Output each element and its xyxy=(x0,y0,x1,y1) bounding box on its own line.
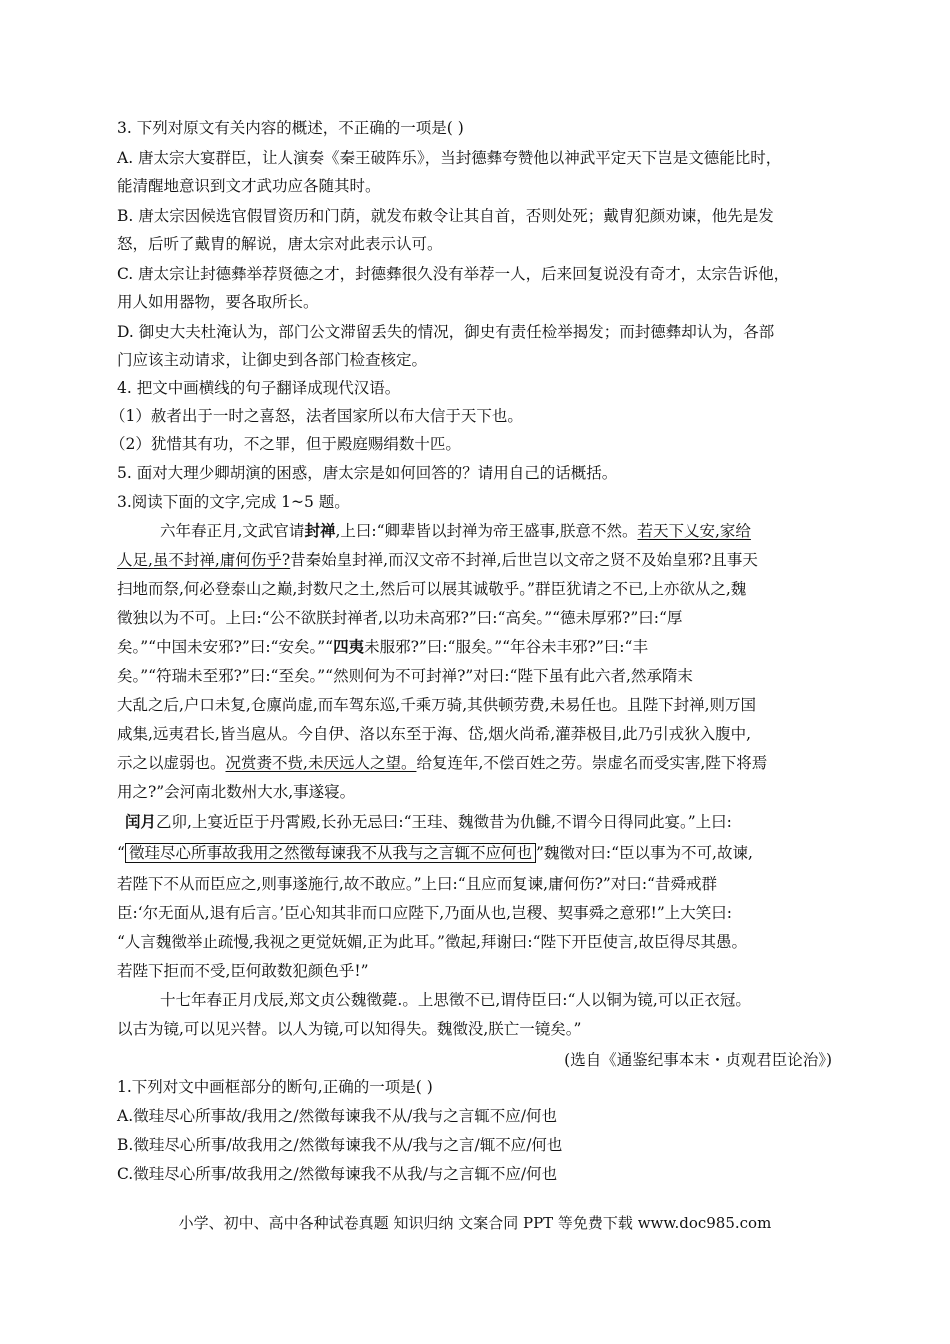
boxed-passage: 徵珪尽心所事故我用之然徵每谏我不从我与之言辄不应何也 xyxy=(125,843,536,863)
q3-option-d-line1: D. 御史大夫杜淹认为，部门公文滞留丢失的情况，御史有责任检举揭发；而封德彝却认为，各部 xyxy=(117,323,775,341)
passage-p2-line3: 若陛下不从而臣应之,则事遂施行,故不敢应。”上曰:“且应而复谏,庸何伤?”对曰:“昔舜戒群 xyxy=(117,875,717,893)
q1-option-b: B.徵珪尽心所事/故我用之/然徵每谏我不从/我与之言/辄不应/何也 xyxy=(117,1136,563,1154)
passage-p3-line2: 以古为镜,可以见兴替。以人为镜,可以知得失。魏徵没,朕亡一镜矣。” xyxy=(117,1020,582,1038)
passage-p3-line1: 十七年春正月戊辰,郑文贞公魏徵薨.。上思徵不已,谓侍臣曰:“人以铜为镜,可以正衣冠。 xyxy=(160,991,751,1009)
passage-p1-line2: 人足,虽不封禅,庸何伤乎?昔秦始皇封禅,而汉文帝不封禅,后世岂以文帝之贤不及始皇邪?且事天 xyxy=(117,551,758,569)
passage-p1-line4: 徵独以为不可。上曰:“公不欲朕封禅者,以功未高邪?”曰:“高矣。”“德未厚邪?”曰:“厚 xyxy=(117,609,683,627)
q3-option-a-line1: A. 唐太宗大宴群臣，让人演奏《秦王破阵乐》，当封德彝夸赞他以神武平定天下岂是文德能比时， xyxy=(117,149,782,167)
q3-option-b-line1: B. 唐太宗因候选官假冒资历和门荫，就发布敕令让其自首，否则处死；戴胄犯颜劝谏，他先是发 xyxy=(117,207,774,225)
q4-sentence-1: （1）赦者出于一时之喜怒，法者国家所以布大信于天下也。 xyxy=(110,407,523,425)
reading-intro: 3.阅读下面的文字,完成 1~5 题。 xyxy=(117,493,350,511)
passage-p1-line7: 大乱之后,户口未复,仓廪尚虚,而车驾东巡,千乘万骑,其供顿劳费,未易任也。且陛下封禅,则万国 xyxy=(117,696,756,714)
q5-stem: 5. 面对大理少卿胡演的困惑，唐太宗是如何回答的？请用自己的话概括。 xyxy=(117,464,618,482)
q4-stem: 4. 把文中画横线的句子翻译成现代汉语。 xyxy=(117,379,401,397)
passage-p1-line9: 示之以虚弱也。况赏赉不赀,未厌远人之望。给复连年,不偿百姓之劳。崇虚名而受实害,陛下将焉 xyxy=(117,754,768,772)
passage-p1-line10: 用之?”会河南北数州大水,事遂寝。 xyxy=(117,783,356,801)
q1-stem: 1.下列对文中画框部分的断句,正确的一项是( ) xyxy=(117,1078,433,1096)
passage-p1-line6: 矣。”“符瑞未至邪?”曰:“至矣。”“然则何为不可封禅?”对曰:“陛下虽有此六者,然承隋末 xyxy=(117,667,693,685)
q3-stem: 3. 下列对原文有关内容的概述，不正确的一项是( ) xyxy=(117,119,464,137)
passage-p1-line1: 六年春正月,文武官请封禅,上曰:“卿辈皆以封禅为帝王盛事,朕意不然。若天下乂安,家给 xyxy=(160,521,751,540)
passage-p1-line5: 矣。”“中国未安邪?”曰:“安矣。”“四夷未服邪?”曰:“服矣。”“年谷未丰邪?”曰:“丰 xyxy=(117,637,648,656)
passage-p1-line8: 咸集,远夷君长,皆当扈从。今自伊、洛以东至于海、岱,烟火尚希,灌莽极目,此乃引戎狄入腹中, xyxy=(117,725,752,743)
q3-option-c-line2: 用人如用器物，要各取所长。 xyxy=(117,293,319,311)
q1-option-a: A.徵珪尽心所事故/我用之/然徵每谏我不从/我与之言辄不应/何也 xyxy=(117,1107,558,1125)
passage-p2-line4: 臣:‘尔无面从,退有后言。’臣心知其非而口应陛下,乃面从也,岂稷、契事舜之意邪!”上大笑曰: xyxy=(117,904,732,922)
passage-p2-line1: 闰月乙卯,上宴近臣于丹霄殿,长孙无忌曰:“王珪、魏徵昔为仇雠,不谓今日得同此宴。”上曰: xyxy=(125,812,732,831)
passage-p1-line3: 扫地而祭,何必登泰山之巅,封数尺之土,然后可以展其诚敬乎。”群臣犹请之不已,上亦欲从之,魏 xyxy=(117,580,747,598)
q3-option-c-line1: C. 唐太宗让封德彝举荐贤德之才，封德彝很久没有举荐一人，后来回复说没有奇才，太宗告诉他， xyxy=(117,265,790,283)
q3-option-a-line2: 能清醒地意识到文才武功应各随其时。 xyxy=(117,177,381,195)
passage-source: (选自《通鉴纪事本末・贞观君臣论治》) xyxy=(564,1051,832,1069)
q3-option-b-line2: 怒，后听了戴胄的解说，唐太宗对此表示认可。 xyxy=(117,235,443,253)
q4-sentence-2: （2）犹惜其有功，不之罪，但于殿庭赐绢数十匹。 xyxy=(110,435,461,453)
passage-p2-line5: “人言魏徵举止疏慢,我视之更觉妩媚,正为此耳。”徵起,拜谢曰:“陛下开臣使言,故臣得尽其愚。 xyxy=(117,933,747,951)
passage-p2-line2: “ 徵珪尽心所事故我用之然徵每谏我不从我与之言辄不应何也 ”魏徵对曰:“臣以事为不可,故谏, xyxy=(117,844,753,862)
q1-option-c: C.徵珪尽心所事/故我用之/然徵每谏我不从我/与之言辄不应/何也 xyxy=(117,1165,558,1183)
passage-p2-line6: 若陛下拒而不受,臣何敢数犯颜色乎!” xyxy=(117,962,369,980)
page-footer: 小学、初中、高中各种试卷真题 知识归纳 文案合同 PPT 等免费下载 www.doc985.com xyxy=(178,1214,772,1232)
q3-option-d-line2: 门应该主动请求，让御史到各部门检查核定。 xyxy=(117,351,428,369)
